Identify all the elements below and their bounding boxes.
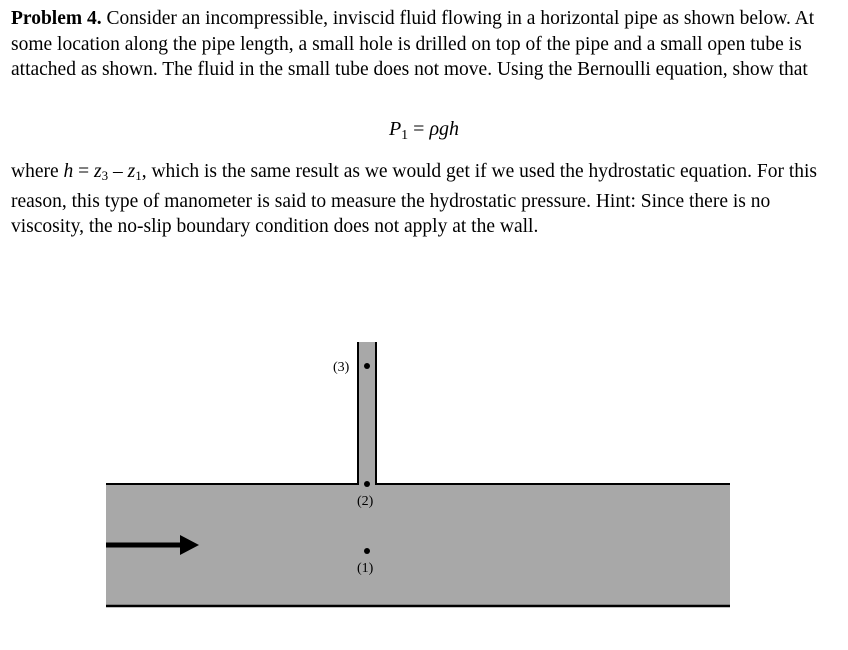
- z1-sub: 1: [135, 168, 142, 183]
- h-equals: =: [73, 161, 95, 182]
- equation-lhs-sub: 1: [401, 128, 409, 143]
- equation-rhs: ρgh: [429, 118, 460, 140]
- point-1-label: (1): [357, 561, 374, 576]
- point-2-dot: [364, 481, 370, 487]
- point-1-dot: [364, 548, 370, 554]
- problem-label: Problem 4.: [11, 8, 102, 29]
- where-prefix: where: [11, 161, 64, 182]
- equation-eq: =: [408, 118, 430, 140]
- h-variable: h: [63, 161, 74, 182]
- point-3-dot: [364, 363, 370, 369]
- z1-variable: z: [127, 161, 136, 182]
- equation-lhs: P: [388, 118, 402, 140]
- point-3-label: (3): [333, 360, 350, 375]
- minus-sign: –: [108, 161, 128, 182]
- z3-variable: z: [94, 161, 102, 182]
- z3-sub: 3: [101, 168, 109, 183]
- point-2-label: (2): [357, 494, 374, 509]
- pipe-fluid: [106, 484, 730, 606]
- problem-intro-text: Consider an incompressible, inviscid fluid flowing in a horizontal pipe as shown below. At some location along the pipe length, a small hole is drilled on top of the pipe and a small open tube is attached as shown. The fluid in the small tube does not move. Using the Bernoulli equation, show that: [11, 8, 815, 80]
- where-continuation: , which is the same result as we would get if we used the hydrostatic equation. For this reason, this type of manometer is said to measure the hydrostatic pressure. Hint: Since there is no viscosity, the no-slip boundary condition does not apply at the wall.: [11, 161, 818, 237]
